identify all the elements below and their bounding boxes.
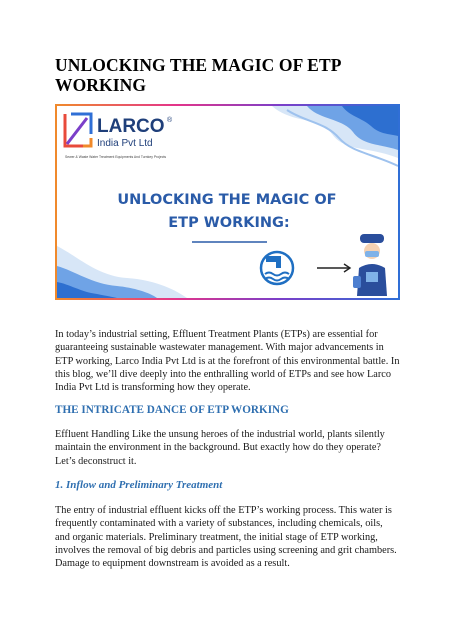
section-paragraph: Effluent Handling Like the unsung heroes of the industrial world, plants silently maintain the environment in the background. But exactly how do they operate? Let’s deconstruct it. bbox=[55, 429, 385, 467]
subsection-heading: 1. Inflow and Preliminary Treatment bbox=[55, 479, 223, 491]
section-heading: THE INTRICATE DANCE OF ETP WORKING bbox=[55, 404, 289, 416]
logo-subname: India Pvt Ltd bbox=[97, 138, 153, 149]
page-title: UNLOCKING THE MAGIC OF ETP WORKING bbox=[55, 55, 341, 95]
banner-headline-line1: UNLOCKING THE MAGIC OF bbox=[117, 192, 337, 208]
subsection-paragraph: The entry of industrial effluent kicks off the ETP’s working process. This water is frequently contaminated with a variety of substances, including chemicals, oils, and organic materials. Preliminary treatment, the initial stage of ETP working, involves the removal of big debris and particles using screening and grit chambers. Damage to equipment downstream is avoided as a result. bbox=[55, 505, 397, 570]
banner-image bbox=[55, 104, 400, 300]
logo-tagline: Sewer & Waste Water Treatment Equipments And Turnkey Projects bbox=[65, 155, 167, 159]
logo-name: LARCO bbox=[97, 116, 165, 137]
logo-registered: ® bbox=[167, 117, 173, 124]
intro-paragraph: In today’s industrial setting, Effluent Treatment Plants (ETPs) are essential for guaranteeing sustainable wastewater management. With major advancements in ETP working, Larco India Pvt Ltd is at the forefront of this environmental battle. In this blog, we’ll dive deeply into the enthralling world of ETPs and see how Larco India Pvt Ltd is transforming how they operate. bbox=[55, 329, 400, 394]
banner-headline-line2: ETP WORKING: bbox=[168, 215, 290, 231]
